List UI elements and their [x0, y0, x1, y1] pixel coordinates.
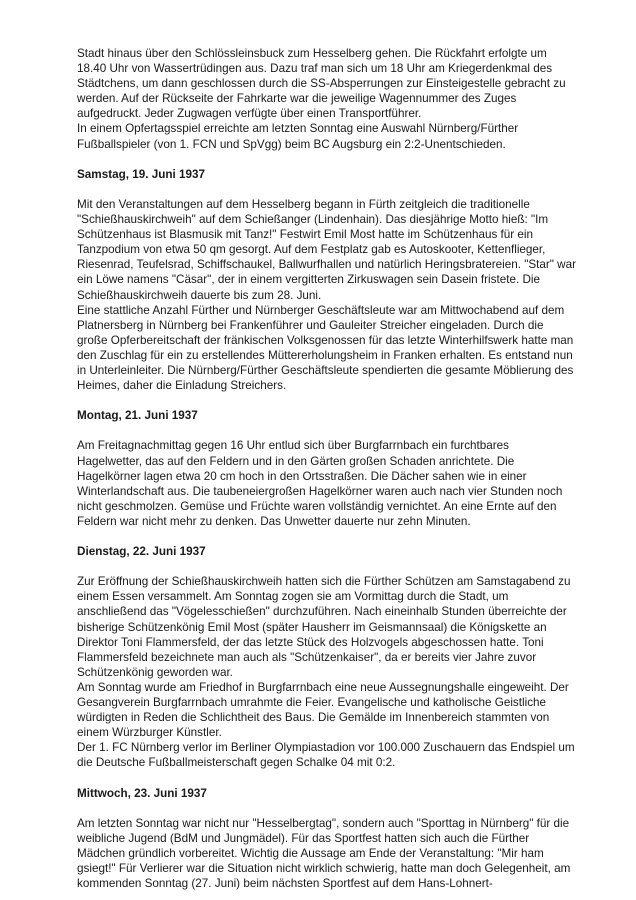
paragraph-fussballmeisterschaft: Der 1. FC Nürnberg verlor im Berliner Olympiastadion vor 100.000 Zuschauern das Endspiel um die Deutsche Fußballmeisterschaft gegen Schalke 04 mit 0:2. — [77, 741, 575, 770]
spacer — [77, 529, 577, 544]
paragraph-schuetzenkoenig: Zur Eröffnung der Schießhauskirchweih hatten sich die Fürther Schützen am Samstagabend zu einem Essen versammelt. Am Sonntag zogen sie am Vormittag durch die Stadt, um anschließend das "Vögelesschießen" durchzuführen. Nach eineinhalb Stunden überreichte der bisherige Schützenkönig Emil Most (später Hausherr im Geismannsaal) die Königskette an Direktor Toni Flammersfeld, der das letzte Stück des Holzvogels abgeschossen hatte. Toni Flammersfeld bezeichnete man auch als "Schützenkaiser", da er bereits vier Jahre zuvor Schützenkönig geworden war. — [77, 575, 571, 679]
spacer — [77, 393, 577, 408]
spacer — [77, 559, 577, 574]
spacer — [77, 423, 577, 438]
date-heading-23-juni: Mittwoch, 23. Juni 1937 — [77, 786, 207, 800]
date-heading-21-juni: Montag, 21. Juni 1937 — [77, 409, 198, 423]
spacer — [77, 771, 577, 786]
paragraph-schiesshauskirchweih: Mit den Veranstaltungen auf dem Hesselberg begann in Fürth zeitgleich die traditionelle "Schießhauskirchweih" auf dem Schießanger (Lindenhain). Das diesjährige Motto hieß: "Im Schützenhaus ist Blasmusik mit Tanz!" Festwirt Emil Most hatte im Schützenhaus für ein Tanzpodium von etwa 50 qm gesorgt. Auf dem Festplatz gab es Autoskooter, Kettenflieger, Riesenrad, Teufelsrad, Schiffschaukel, Ballwurfhallen und natürlich Heringsbratereien. "Star" war ein Löwe namens "Cäsar", der in einem vergitterten Zirkuswagen sein Dasein fristete. Die Schießhauskirchweih dauerte bis zum 28. Juni. — [77, 197, 576, 302]
paragraph-wassertruedingen-return: Stadt hinaus über den Schlössleinsbuck zum Hesselberg gehen. Die Rückfahrt erfolgte um 18.40 Uhr von Wassertrüdingen aus. Dazu traf man sich um 18 Uhr am Kriegerdenkmal des Städtchens, um dann geschlossen durch die SS-Absperrungen zur Einsteigestelle gebracht zu werden. Auf der Rückseite der Fahrkarte war die jeweilige Wagennummer des Zuges aufgedruckt. Jeder Zugwagen verfügte über einen Transportführer. — [77, 47, 566, 121]
paragraph-sporttag: Am letzten Sonntag war nicht nur "Hesselbergtag", sondern auch "Sporttag in Nürnberg" für die weibliche Jugend (BdM und Jungmädel). Für das Sportfest hatten sich auch die Fürther Mädchen gründlich vorbereitet. Wichtig die Aussage am Ende der Veranstaltung: "Mir ham gsiegt!" Für Verlierer war die Situation nicht wirklich schwierig, hatte man doch Gelegenheit, am kommenden Sonntag (27. Juni) beim nächsten Sportfest auf dem Hans-Lohnert- — [77, 816, 571, 891]
spacer — [77, 182, 577, 197]
paragraph-aussegnungshalle: Am Sonntag wurde am Friedhof in Burgfarrnbach eine neue Aussegnungshalle eingeweiht. Der Gesangverein Burgfarrnbach umrahmte die Feier. Evangelische und katholische Geistliche würdigten in Reden die Schlichtheit des Baus. Die Gemälde im Innenbereich stammten von einem Würzburger Künstler. — [77, 680, 569, 740]
date-heading-19-juni: Samstag, 19. Juni 1937 — [77, 167, 205, 181]
document-page — [77, 46, 577, 891]
date-heading-22-juni: Dienstag, 22. Juni 1937 — [77, 545, 206, 559]
paragraph-platnersberg: Eine stattliche Anzahl Fürther und Nürnberger Geschäftsleute war am Mittwochabend auf dem Platnersberg in Nürnberg bei Frankenführer und Gauleiter Streicher eingeladen. Durch die große Opferbereitschaft der fränkischen Volksgenossen für das letzte Winterhilfswerk hatte man den Zuschlag für ein zu erstellendes Müttererholungsheim in Franken erhalten. Es entstand nun in Unterleinleiter. Die Nürnberg/Fürther Geschäftsleute spendierten die gesamte Möblierung des Heimes, daher die Einladung Streichers. — [77, 303, 574, 393]
paragraph-hagelwetter: Am Freitagnachmittag gegen 16 Uhr entlud sich über Burgfarrnbach ein furchtbares Hagelwetter, das auf den Feldern und in den Gärten großen Schaden anrichtete. Die Hagelkörner lagen etwa 20 cm hoch in den Ortsstraßen. Die Dächer sahen wie in einer Winterlandschaft aus. Die taubeneiergroßen Hagelkörner waren auch nach vier Stunden noch nicht geschmolzen. Gemüse und Früchte waren vollständig vernichtet. An eine Ernte auf den Feldern war nicht mehr zu denken. Das Unwetter dauerte nur zehn Minuten. — [77, 439, 563, 528]
paragraph-opfertagsspiel: In einem Opfertagsspiel erreichte am letzten Sonntag eine Auswahl Nürnberg/Fürther Fußballspieler (von 1. FCN und SpVgg) beim BC Augsburg ein 2:2-Unentschieden. — [77, 122, 519, 151]
spacer — [77, 801, 577, 816]
spacer — [77, 152, 577, 167]
